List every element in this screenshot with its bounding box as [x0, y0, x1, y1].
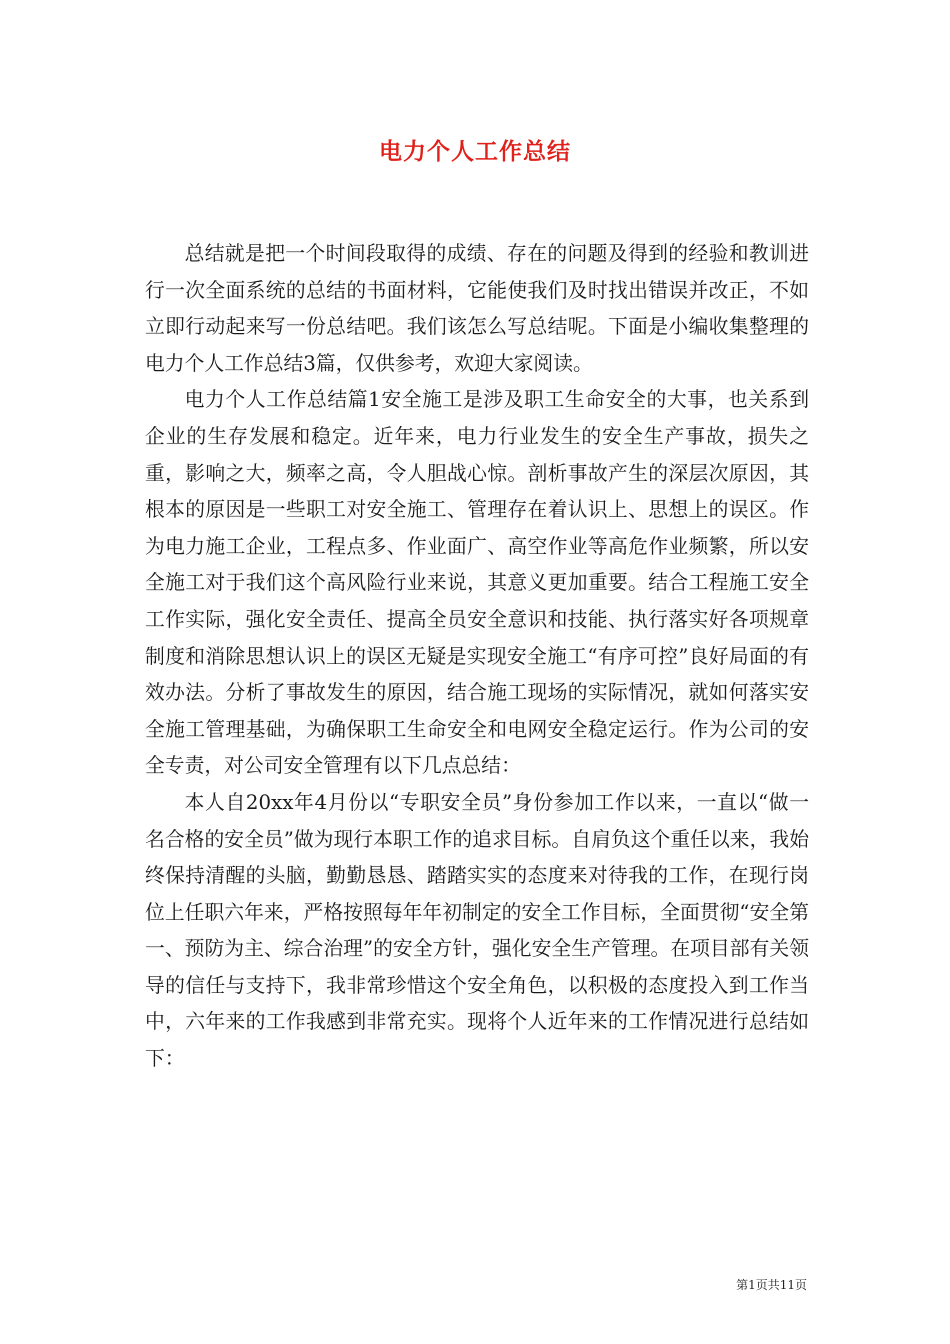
- intro-paragraph: 总结就是把一个时间段取得的成绩、存在的问题及得到的经验和教训进行一次全面系统的总结的书面材料，它能使我们及时找出错误并改正，不如立即行动起来写一份总结吧。我们该怎么写总结呢。下面是小编收集整理的电力个人工作总结3篇，仅供参考，欢迎大家阅读。: [145, 242, 809, 375]
- personal-summary-paragraph: 本人自20xx年4月份以“专职安全员”身份参加工作以来，一直以“做一名合格的安全员”做为现行本职工作的追求目标。自肩负这个重任以来，我始终保持清醒的头脑，勤勤恳恳、踏踏实实的态度来对待我的工作，在现行岗位上任职六年来，严格按照每年年初制定的安全工作目标，全面贯彻“安全第一、预防为主、综合治理”的安全方针，强化安全生产管理。在项目部有关领导的信任与支持下，我非常珍惜这个安全角色，以积极的态度投入到工作当中，六年来的工作我感到非常充实。现将个人近年来的工作情况进行总结如下：: [145, 790, 809, 1071]
- document-title: 电力个人工作总结: [379, 138, 571, 165]
- document-body: [145, 236, 809, 1078]
- safety-paragraph: 电力个人工作总结篇1安全施工是涉及职工生命安全的大事，也关系到企业的生存发展和稳定。近年来，电力行业发生的安全生产事故，损失之重，影响之大，频率之高，令人胆战心惊。剖析事故产生的深层次原因，其根本的原因是一些职工对安全施工、管理存在着认识上、思想上的误区。作为电力施工企业，工程点多、作业面广、高空作业等高危作业频繁，所以安全施工对于我们这个高风险行业来说，其意义更加重要。结合工程施工安全工作实际，强化安全责任、提高全员安全意识和技能、执行落实好各项规章制度和消除思想认识上的误区无疑是实现安全施工“有序可控”良好局面的有效办法。分析了事故发生的原因，结合施工现场的实际情况，就如何落实安全施工管理基础，为确保职工生命安全和电网安全稳定运行。作为公司的安全专责，对公司安全管理有以下几点总结：: [145, 388, 809, 778]
- page-number: 第1页共11页: [736, 1278, 807, 1292]
